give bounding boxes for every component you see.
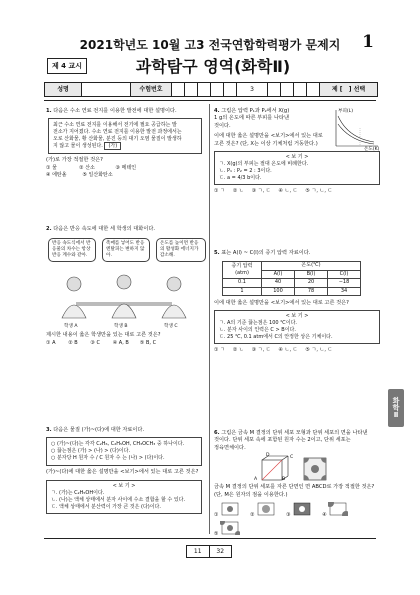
table-header: 온도(℃) — [262, 262, 361, 270]
q1-stem: 다음은 수소 연료 전지를 이용한 발전에 대한 설명이다. — [53, 108, 177, 114]
current-page: 11 — [193, 548, 202, 555]
cube-label: A — [254, 477, 258, 483]
option-mark: ① — [214, 512, 219, 519]
q4-item: ㄴ. P₁ : P₂ = 2 : 3이다. — [219, 168, 272, 175]
q4-bogi — [214, 151, 380, 185]
q5-choices[interactable]: ① ㄱ ② ㄴ ③ ㄱ, ㄷ ④ ㄴ, ㄷ ⑤ ㄱ, ㄴ, ㄷ — [214, 347, 333, 354]
q3-line: ○ 분자당 H 원자 수 / C 원자 수 는 (나) > (다)이다. — [51, 455, 165, 462]
q4-choices[interactable]: ① ㄱ ② ㄴ ③ ㄱ, ㄷ ④ ㄴ, ㄷ ⑤ ㄱ, ㄴ, ㄷ — [214, 188, 333, 195]
q6-option[interactable] — [250, 502, 276, 519]
cube-label: D — [266, 453, 270, 459]
name-label: 성명 — [45, 83, 82, 96]
student-a-caption: 학생 A — [64, 324, 78, 330]
cube-label: B — [282, 477, 286, 483]
table-cell: 100 — [262, 287, 295, 295]
subject-title — [96, 54, 330, 77]
q2-illustration — [46, 236, 202, 332]
table-cell: 1 — [223, 287, 262, 295]
q4-question: 이에 대한 옳은 설명만을 <보기>에서 있는 대로 고른 것은? (단, X는 이상 기체처럼 거동한다.) — [214, 133, 323, 147]
exam-digit-box[interactable] — [294, 83, 307, 96]
q5-item: ㄱ. A의 기준 끓는점은 100 ℃이다. — [219, 320, 298, 327]
bogi-title: < 보 기 > — [112, 482, 136, 489]
header-rule — [44, 100, 376, 101]
total-pages: 32 — [209, 546, 232, 557]
session-label: 제 4 교시 — [47, 58, 87, 74]
answer-sheet-row — [44, 82, 378, 97]
table-col: B(l) — [295, 270, 328, 278]
q6-figure — [214, 452, 380, 484]
choice-prefix: 제 [ — [331, 86, 343, 93]
graph-x-label: 온도(K) — [364, 147, 380, 152]
bogi-title: < 보 기 > — [285, 313, 309, 320]
q3-line: ○ 끓는점은 (가) > (나) > (다)이다. — [51, 448, 131, 455]
exam-digit-box[interactable] — [307, 83, 320, 96]
option-mark: ⑤ — [214, 531, 219, 538]
q1-blank: (가) — [104, 142, 121, 150]
question-5 — [214, 250, 380, 354]
q4-number: 4. — [214, 108, 220, 114]
exam-title: 2021학년도 10월 고3 전국연합학력평가 문제지 — [79, 38, 341, 52]
question-1 — [46, 108, 202, 179]
exam-digit-box[interactable] — [211, 83, 224, 96]
name-field[interactable] — [82, 83, 131, 96]
q4-item: ㄷ. a = 4/3 b이다. — [219, 175, 262, 182]
q1-line: 오로 산화물, 황 산화물, 분진 등의 대기 오염 물질이 발생하 — [53, 136, 182, 143]
table-cell: 40 — [262, 279, 295, 287]
q1-question: (가)로 가장 적절한 것은? — [46, 157, 103, 164]
q5-question: 이에 대한 옳은 설명만을 <보기>에서 있는 대로 고른 것은? — [214, 300, 349, 307]
q1-line: 전소가 지어졌다. 수소 연료 전지를 이용한 발전 과정에서는 — [53, 129, 182, 136]
q4-item: ㄱ. X(g)의 부피는 절대 온도에 비례한다. — [219, 161, 309, 168]
q3-data-box — [46, 437, 202, 466]
exam-digit-filled: 3 — [237, 83, 268, 96]
q6-option[interactable] — [214, 502, 240, 519]
q6-option[interactable] — [322, 502, 348, 519]
bogi-title: < 보 기 > — [285, 154, 309, 161]
q2-number: 2. — [46, 226, 52, 232]
q5-number: 5. — [214, 250, 220, 256]
exam-digit-box[interactable] — [172, 83, 185, 96]
q6-number: 6. — [214, 430, 220, 436]
exam-digit-box[interactable] — [224, 83, 237, 96]
table-col: A(l) — [262, 270, 295, 278]
exam-digit-box[interactable] — [198, 83, 211, 96]
q6-stem: 정육면체이다. — [214, 444, 246, 451]
q3-line: ○ (가)~(다)는 각각 C₂H₆, C₂H₅OH, CH₃OCH₃ 중 하나이다. — [51, 441, 185, 448]
q1-choices[interactable]: ④ 에탄올 ⑤ 일산화탄소 — [46, 171, 113, 178]
q3-item: ㄱ. (가)는 C₂H₅OH이다. — [51, 489, 105, 496]
q3-number: 3. — [46, 427, 52, 433]
student-b-caption: 학생 B — [114, 324, 128, 330]
q5-bogi — [214, 310, 380, 344]
q1-passage — [48, 118, 202, 154]
q6-question: 금속 M 결정의 단위 세포를 자른 단면인 면 ABCD로 가장 적절한 것은? (단, M은 원자의 점을 이용한다.) — [214, 484, 375, 498]
question-3 — [46, 427, 202, 514]
q2-question: 제시한 내용이 옳은 학생만을 있는 대로 고른 것은? — [46, 332, 161, 339]
q1-choices[interactable]: ① 물 ② 산소 ③ 메테인 — [46, 164, 137, 171]
page-number: 1 — [362, 32, 374, 52]
q2-stem: 다음은 반응 속도에 대한 세 학생의 대화이다. — [53, 226, 155, 232]
q6-options — [214, 502, 380, 539]
question-6 — [214, 430, 380, 539]
q3-item: ㄴ. (나)는 액체 상태에서 분자 사이에 수소 결합을 할 수 있다. — [51, 496, 186, 503]
exam-digit-box[interactable] — [281, 83, 294, 96]
option-mark: ③ — [286, 512, 291, 519]
speech-bubble-c: 온도를 높이면 반응의 활성화 에너지가 감소해. — [156, 238, 206, 262]
page-count — [186, 545, 232, 558]
q4-stem: 그림은 압력 P₁과 P₂에서 X(g) — [221, 108, 290, 114]
q1-line: 최근 수소 연료 전지를 이용해서 전기에 필요 공급하는 발 — [53, 122, 177, 129]
question-4 — [214, 108, 380, 195]
choice-suffix: ] 선택 — [348, 86, 366, 93]
table-cell: 0.1 — [223, 279, 262, 287]
speech-bubble-a: 반응 속도식에서 반응물의 차수는 항상 반응 계수와 같아. — [48, 238, 96, 262]
subject-choice — [320, 83, 377, 96]
q3-item: ㄷ. 액체 상태에서 분산력이 가장 큰 것은 (다)이다. — [51, 503, 161, 510]
student-c-caption: 학생 C — [164, 324, 178, 330]
column-separator — [209, 104, 210, 534]
table-row — [223, 279, 361, 287]
q1-number: 1. — [46, 108, 52, 114]
table-cell: −18 — [328, 279, 361, 287]
table-cell: 34 — [328, 287, 361, 295]
speech-bubble-b: 촉매를 넣어도 반응 엔탈피는 변하지 않아. — [102, 238, 150, 262]
exam-digit-box[interactable] — [268, 83, 281, 96]
graph-y-label: 부피(L) — [338, 109, 354, 114]
vapor-pressure-table — [222, 261, 361, 296]
table-row — [223, 287, 361, 295]
q2-choices[interactable]: ① A ② B ③ C ④ A, B ⑤ B, C — [46, 339, 157, 346]
q6-option[interactable] — [286, 502, 312, 519]
q1-line: 지 않고 물이 생성된다. — [53, 143, 103, 150]
exam-no-label: 수험번호 — [131, 83, 172, 96]
q5-stem: 표는 A(l) ~ C(l)의 증기 압력 자료이다. — [221, 250, 311, 256]
q4-stem: 1 g의 온도에 따른 부피를 나타낸 — [214, 115, 289, 122]
q6-stem: 것이다. 단위 세포 속에 포함된 원자 수는 2이고, 단위 세포는 — [214, 437, 351, 444]
q3-question: (가)~(다)에 대한 옳은 설명만을 <보기>에서 있는 대로 고른 것은? — [46, 469, 199, 476]
table-cell: 78 — [295, 287, 328, 295]
q3-bogi — [46, 480, 202, 514]
q6-stem: 그림은 금속 M 결정의 단위 세포 모형과 단위 세포의 면을 나타낸 — [221, 430, 368, 436]
students-illustration — [46, 272, 202, 322]
q3-stem: 다음은 물질 (가)~(다)에 대한 자료이다. — [53, 427, 145, 433]
q5-item: ㄷ. 25 ℃, 0.1 atm에서 C의 안정한 상은 기체이다. — [219, 334, 333, 341]
table-cell: 20 — [295, 279, 328, 287]
exam-digit-box[interactable] — [185, 83, 198, 96]
q5-item: ㄴ. 분자 사이의 인력은 C > B이다. — [219, 327, 296, 334]
subject-side-tab: 화학Ⅱ — [388, 389, 404, 427]
table-col: C(l) — [328, 270, 361, 278]
subject-sub: (화학Ⅱ) — [234, 57, 291, 76]
footer-rule — [44, 538, 376, 539]
option-mark: ④ — [322, 512, 327, 519]
table-header: 증기 압력 (atm) — [223, 262, 262, 279]
subject-main: 과학탐구 영역 — [135, 57, 235, 76]
cube-label: C — [290, 455, 294, 461]
option-mark: ② — [250, 512, 255, 519]
question-2 — [46, 226, 202, 347]
q6-option[interactable] — [214, 521, 240, 538]
q4-stem: 것이다. — [214, 122, 231, 129]
